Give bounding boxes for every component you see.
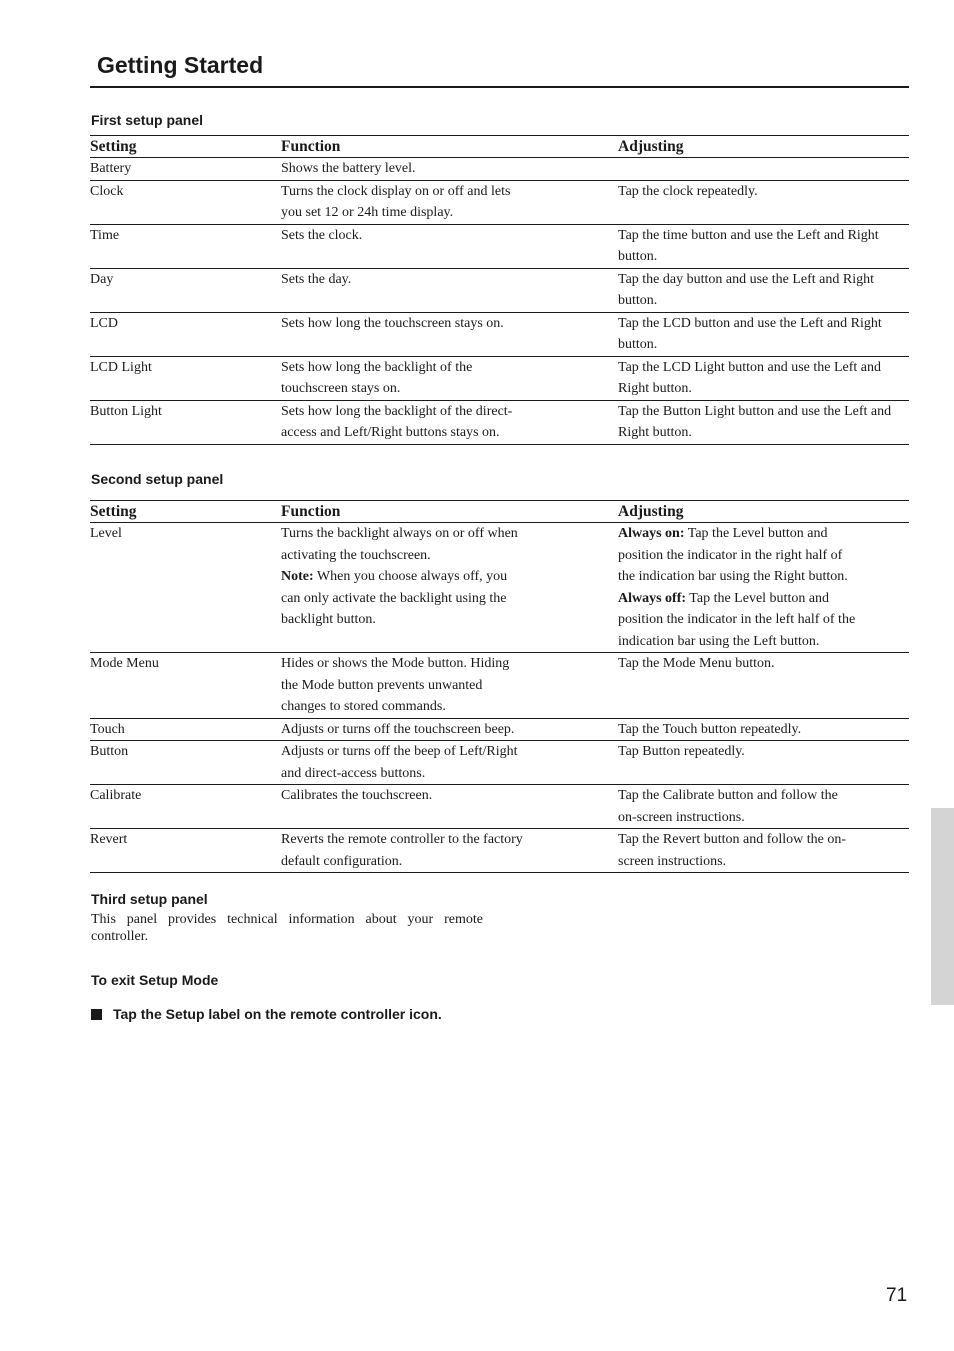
setting-cell: Button [90, 741, 281, 785]
function-line: access and Left/Right buttons stays on. [281, 425, 500, 440]
adjusting-line: Tap the time button and use the Left and Right [618, 227, 879, 243]
always-on-line [618, 523, 903, 545]
square-bullet-icon [91, 1009, 102, 1020]
header-function: Function [281, 501, 618, 523]
exit-instruction-text: Tap the Setup label on the remote controller icon. [113, 1006, 442, 1022]
adjusting-line: position the indicator in the right half of [618, 547, 843, 563]
function-line: default configuration. [281, 853, 403, 869]
function-line: can only activate the backlight using the [281, 590, 507, 606]
adjusting-line: Tap the Button Light button and use the Left and [618, 403, 892, 419]
adjusting-line: on-screen instructions. [618, 809, 745, 825]
function-line: and direct-access buttons. [281, 765, 426, 781]
third-panel-text-line: This panel provides technical information about your remote [91, 912, 483, 927]
function-cell [281, 268, 618, 312]
note-label: Note: [281, 569, 314, 584]
table-row [90, 829, 909, 873]
header-setting: Setting [90, 501, 281, 523]
side-tab [931, 808, 954, 1005]
adjusting-cell [618, 268, 909, 312]
adjusting-cell [618, 523, 909, 653]
function-line: backlight button. [281, 612, 376, 627]
adjusting-line: Right button. [618, 425, 692, 440]
header-adjusting: Adjusting [618, 501, 909, 523]
adjusting-line: Tap the Calibrate button and follow the [618, 788, 838, 803]
function-cell [281, 718, 618, 741]
function-line: Calibrates the touchscreen. [281, 788, 433, 803]
always-on-text: Tap the Level button and [684, 526, 828, 541]
note-line [281, 566, 612, 588]
setting-cell: Mode Menu [90, 653, 281, 719]
adjusting-line: button. [618, 337, 658, 352]
exit-heading: To exit Setup Mode [91, 972, 219, 988]
page-number: 71 [886, 1285, 908, 1306]
adjusting-cell [618, 829, 909, 873]
adjusting-line: button. [618, 293, 658, 308]
function-line: Sets the day. [281, 271, 352, 287]
title-rule [90, 86, 909, 88]
adjusting-line: the indication bar using the Right button. [618, 569, 848, 584]
function-line: touchscreen stays on. [281, 381, 401, 396]
function-line: Shows the battery level. [281, 161, 416, 176]
function-cell [281, 653, 618, 719]
function-cell [281, 180, 618, 224]
adjusting-line: Tap the LCD Light button and use the Left and [618, 359, 882, 375]
setting-cell: Time [90, 224, 281, 268]
adjusting-line: Tap the clock repeatedly. [618, 183, 758, 199]
function-line: Hides or shows the Mode button. Hiding [281, 656, 510, 671]
always-off-label: Always off: [618, 590, 687, 606]
header-setting: Setting [90, 136, 281, 158]
table-row [90, 312, 909, 356]
table-row [90, 785, 909, 829]
setting-cell: Clock [90, 180, 281, 224]
always-off-line [618, 588, 903, 610]
first-panel-heading: First setup panel [91, 112, 204, 128]
function-line: Sets how long the backlight of the direct- [281, 403, 513, 419]
function-cell [281, 523, 618, 653]
table-row-level [90, 523, 909, 653]
setting-cell: LCD [90, 312, 281, 356]
adjusting-line: Tap the Touch button repeatedly. [618, 721, 802, 737]
function-cell [281, 312, 618, 356]
adjusting-line: Tap the Mode Menu button. [618, 656, 775, 671]
setting-cell: Calibrate [90, 785, 281, 829]
adjusting-line: Tap Button repeatedly. [618, 744, 745, 759]
function-line: the Mode button prevents unwanted [281, 677, 483, 693]
adjusting-line [618, 158, 903, 180]
function-line: Turns the clock display on or off and lets [281, 183, 511, 199]
table-row [90, 718, 909, 741]
function-line: you set 12 or 24h time display. [281, 205, 454, 220]
adjusting-cell [618, 158, 909, 181]
adjusting-cell [618, 718, 909, 741]
function-line: changes to stored commands. [281, 699, 446, 714]
adjusting-line: screen instructions. [618, 853, 727, 869]
function-line: Turns the backlight always on or off when [281, 526, 518, 541]
adjusting-cell [618, 741, 909, 785]
adjusting-line: indication bar using the Left button. [618, 633, 820, 649]
adjusting-line: Right button. [618, 381, 692, 396]
function-cell [281, 224, 618, 268]
adjusting-cell [618, 356, 909, 400]
setting-cell: Battery [90, 158, 281, 181]
function-line: Sets how long the backlight of the [281, 359, 473, 375]
function-cell [281, 400, 618, 444]
table-row [90, 356, 909, 400]
third-panel-heading: Third setup panel [91, 891, 208, 907]
always-off-text: Tap the Level button and [686, 590, 830, 606]
function-cell [281, 741, 618, 785]
adjusting-line: button. [618, 249, 658, 264]
function-line: Sets the clock. [281, 227, 363, 243]
table-row [90, 653, 909, 719]
table-row [90, 224, 909, 268]
table-header-row [90, 136, 909, 158]
table-row [90, 180, 909, 224]
adjusting-line: Tap the Revert button and follow the on- [618, 832, 847, 847]
function-cell [281, 829, 618, 873]
adjusting-cell [618, 653, 909, 719]
function-line: activating the touchscreen. [281, 547, 431, 563]
setting-cell: Touch [90, 718, 281, 741]
adjusting-line: position the indicator in the left half of the [618, 612, 856, 627]
function-cell [281, 158, 618, 181]
function-line: Adjusts or turns off the touchscreen beep. [281, 721, 515, 737]
adjusting-cell [618, 785, 909, 829]
function-line: Adjusts or turns off the beep of Left/Right [281, 744, 518, 759]
second-panel-heading: Second setup panel [91, 471, 224, 487]
header-function: Function [281, 136, 618, 158]
setting-cell: Revert [90, 829, 281, 873]
adjusting-cell [618, 224, 909, 268]
function-cell [281, 785, 618, 829]
always-on-label: Always on: [618, 526, 685, 541]
third-panel-text [91, 911, 483, 945]
note-text: When you choose always off, you [313, 569, 508, 584]
adjusting-line: Tap the LCD button and use the Left and Right [618, 315, 882, 331]
function-cell [281, 356, 618, 400]
table-row [90, 400, 909, 444]
function-line: Sets how long the touchscreen stays on. [281, 315, 504, 331]
setting-cell: Day [90, 268, 281, 312]
setting-cell: Button Light [90, 400, 281, 444]
page-title: Getting Started [97, 52, 264, 78]
table-row [90, 158, 909, 181]
adjusting-cell [618, 180, 909, 224]
second-panel-table [90, 500, 909, 873]
table-header-row [90, 501, 909, 523]
table-row [90, 268, 909, 312]
first-panel-table [90, 135, 909, 445]
adjusting-cell [618, 400, 909, 444]
setting-cell: Level [90, 523, 281, 653]
exit-instruction [91, 1006, 442, 1022]
header-adjusting: Adjusting [618, 136, 909, 158]
function-line: Reverts the remote controller to the factory [281, 832, 523, 847]
adjusting-line: Tap the day button and use the Left and Right [618, 271, 875, 287]
setting-cell: LCD Light [90, 356, 281, 400]
adjusting-cell [618, 312, 909, 356]
third-panel-text-line: controller. [91, 929, 149, 944]
table-row [90, 741, 909, 785]
